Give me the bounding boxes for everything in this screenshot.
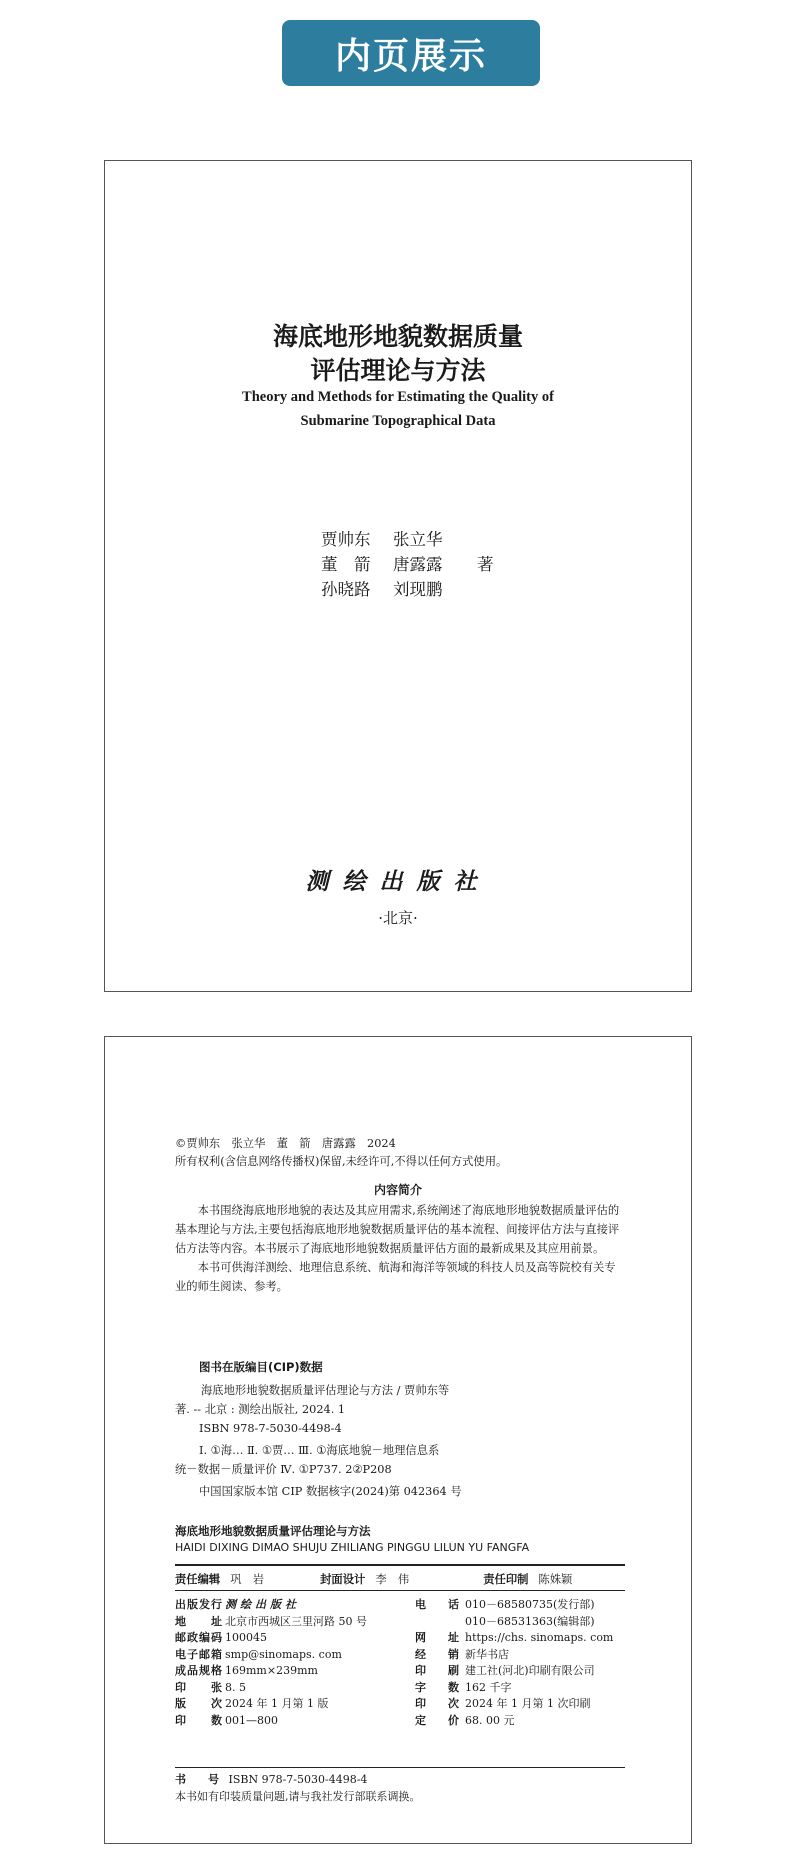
- staff-value: 巩 岩: [230, 1573, 265, 1586]
- cip-body: [175, 1381, 529, 1501]
- author-name: 孙晓路: [321, 580, 371, 599]
- info-label: 版 次: [175, 1697, 223, 1710]
- cip-line: 海底地形地貌数据质量评估理论与方法 / 贾帅东等: [201, 1384, 450, 1397]
- info-label: 字 数: [415, 1680, 459, 1694]
- cip-line: 中国国家版本馆 CIP 数据核字(2024)第 042364 号: [199, 1485, 462, 1498]
- cip-line: 统－数据－质量评价 Ⅳ. ①P737. 2②P208: [175, 1463, 392, 1476]
- author-row: [321, 552, 494, 577]
- info-value: 010－68580735(发行部): [465, 1598, 595, 1611]
- info-row: [175, 1680, 625, 1697]
- print-quality-notice: 本书如有印装质量问题,请与我社发行部联系调换。: [175, 1790, 421, 1803]
- isbn-value: ISBN 978-7-5030-4498-4: [228, 1773, 368, 1786]
- author-name: 张立华: [393, 530, 443, 549]
- info-label: 地 址: [175, 1614, 223, 1628]
- info-row: [175, 1713, 625, 1730]
- copyright-page: [104, 1036, 692, 1844]
- divider: [175, 1767, 625, 1768]
- info-value: 162 千字: [465, 1680, 512, 1694]
- author-name: 唐露露: [393, 555, 443, 574]
- book-title-line1: 海底地形地貌数据质量: [272, 322, 523, 351]
- cip-line: ISBN 978-7-5030-4498-4: [199, 1422, 342, 1435]
- author-name: 刘现鹏: [393, 580, 443, 599]
- info-value: 68. 00 元: [465, 1713, 515, 1727]
- english-title-line1: Theory and Methods for Estimating the Quality of: [242, 389, 554, 405]
- isbn-block: [175, 1771, 625, 1805]
- info-row: [175, 1597, 625, 1614]
- staff-value: 李 伟: [375, 1573, 410, 1586]
- intro-paragraph: 本书可供海洋测绘、地理信息系统、航海和海洋等领域的科技人员及高等院校有关专业的师生阅读、参考。: [175, 1261, 616, 1293]
- book-title-line2: 评估理论与方法: [310, 356, 486, 385]
- book-title-cn: 海底地形地貌数据质量评估理论与方法: [175, 1524, 371, 1538]
- publisher-logo-small: 测绘出版社: [225, 1598, 300, 1611]
- divider: [175, 1590, 625, 1591]
- staff-label: 责任印制: [483, 1573, 529, 1586]
- info-value: https://chs. sinomaps. com: [465, 1631, 614, 1644]
- publisher-logo: 测绘出版社: [305, 868, 491, 895]
- info-label: 印 张: [175, 1680, 223, 1694]
- publication-info-table: [175, 1597, 625, 1729]
- info-value: 010－68531363(编辑部): [465, 1614, 595, 1628]
- info-value: 100045: [225, 1631, 267, 1644]
- intro-paragraph: 本书围绕海底地形地貌的表达及其应用需求,系统阐述了海底地形地貌数据质量评估的基本理论与方法,主要包括海底地形地貌数据质量评估的基本流程、间接评估方法与直接评估方法等内容。本书展示了海底地形地貌数据质量评估方面的最新成果及其应用前景。: [175, 1204, 620, 1255]
- info-row: [175, 1663, 625, 1680]
- intro-heading: 内容简介: [373, 1183, 422, 1197]
- cip-title: 图书在版编目(CIP)数据: [199, 1360, 323, 1374]
- info-row: [175, 1647, 625, 1664]
- english-title-line2: Submarine Topographical Data: [300, 413, 496, 429]
- info-value: 001—800: [225, 1713, 278, 1727]
- info-value: 169mm×239mm: [225, 1664, 318, 1677]
- info-label: 定 价: [415, 1713, 459, 1727]
- info-label: 印 刷: [415, 1664, 459, 1677]
- info-value: 新华书店: [465, 1647, 509, 1661]
- title-page: [104, 160, 692, 992]
- info-row: [175, 1630, 625, 1647]
- info-label: 电 话: [415, 1598, 459, 1611]
- info-row: [175, 1696, 625, 1713]
- info-label: 出版发行: [175, 1598, 223, 1611]
- authors-block: [321, 527, 494, 602]
- info-label: 成品规格: [175, 1664, 223, 1677]
- info-label: 印 数: [175, 1713, 223, 1727]
- info-label: 电子邮箱: [175, 1647, 223, 1661]
- info-value: 8. 5: [225, 1680, 246, 1694]
- copyright-line: ©贾帅东 张立华 董 箭 唐露露 2024: [175, 1137, 396, 1150]
- intro-body: [175, 1201, 625, 1296]
- cip-line: Ⅰ. ①海… Ⅱ. ①贾… Ⅲ. ①海底地貌－地理信息系: [199, 1444, 440, 1457]
- publisher-city: ·北京·: [378, 909, 418, 927]
- staff-value: 陈姝颖: [538, 1573, 573, 1586]
- info-value: smp@sinomaps. com: [225, 1647, 342, 1661]
- info-label: 经 销: [415, 1647, 459, 1661]
- author-name: 董 箭: [321, 555, 371, 574]
- author-row: [321, 527, 494, 552]
- book-title-pinyin: HAIDI DIXING DIMAO SHUJU ZHILIANG PINGGU LILUN YU FANGFA: [175, 1541, 530, 1554]
- divider: [175, 1564, 625, 1566]
- author-row: [321, 577, 494, 602]
- staff-label: 责任编辑: [175, 1573, 221, 1586]
- info-label: 印 次: [415, 1697, 459, 1710]
- staff-row: [175, 1571, 625, 1587]
- info-value: 2024 年 1 月第 1 次印刷: [465, 1697, 591, 1710]
- copyright-block: [175, 1135, 625, 1171]
- info-value: 建工社(河北)印刷有限公司: [465, 1664, 595, 1677]
- info-row: [175, 1614, 625, 1631]
- staff-label: 封面设计: [320, 1573, 366, 1586]
- info-label: 邮政编码: [175, 1631, 223, 1644]
- author-role: 著: [477, 555, 494, 574]
- author-name: 贾帅东: [321, 530, 371, 549]
- rights-line: 所有权利(含信息网络传播权)保留,未经许可,不得以任何方式使用。: [175, 1155, 508, 1168]
- info-label: 网 址: [415, 1631, 459, 1644]
- isbn-label: 书 号: [175, 1773, 219, 1786]
- cip-line: 著. -- 北京 : 测绘出版社, 2024. 1: [175, 1403, 346, 1416]
- info-value: 北京市西城区三里河路 50 号: [225, 1614, 367, 1628]
- info-value: 2024 年 1 月第 1 版: [225, 1697, 329, 1710]
- section-header-badge: 内页展示: [282, 20, 540, 86]
- info-label: [415, 1614, 465, 1631]
